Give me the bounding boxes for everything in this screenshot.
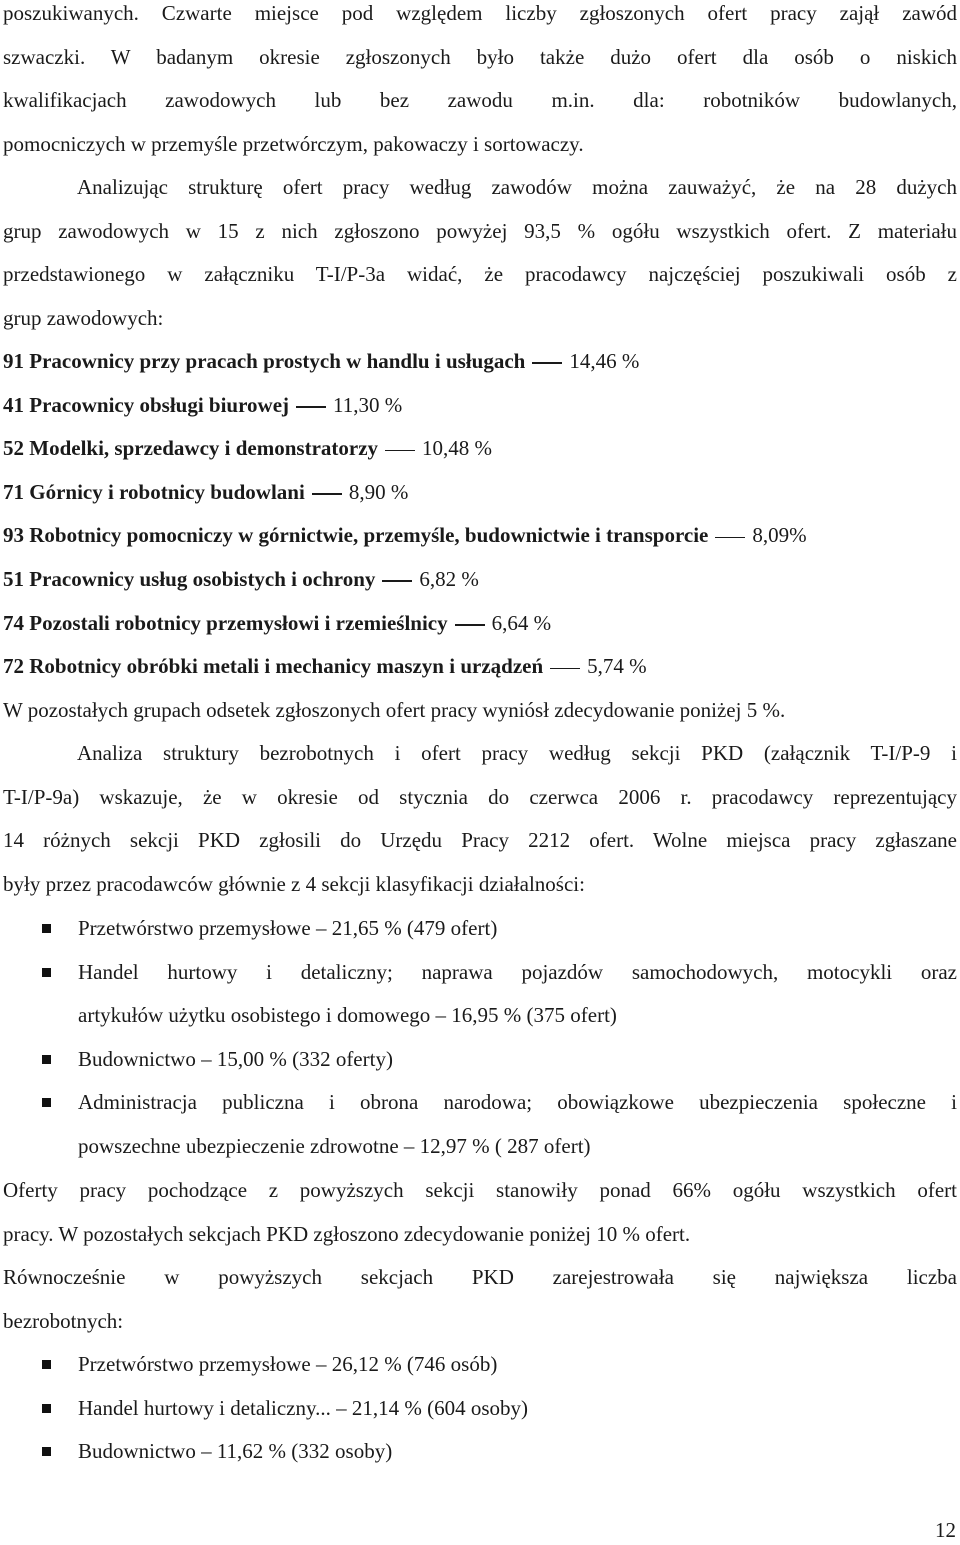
paragraph-line: Analiza struktury bezrobotnych i ofert pracy według sekcji PKD (załącznik T-I/P-9 i [77, 741, 957, 765]
paragraph-line: były przez pracodawców głównie z 4 sekcji klasyfikacji działalności: [3, 871, 585, 896]
occupation-group-item [3, 602, 957, 646]
paragraph-line: przedstawionego w załączniku T-I/P-3a widać, że pracodawcy najczęściej poszukiwali osób z [3, 262, 957, 287]
occupation-group-value: 10,48 % [422, 436, 493, 461]
occupation-group-item [3, 514, 957, 558]
offers-summary [3, 1169, 957, 1256]
occupation-group-list [3, 340, 957, 732]
intro-paragraph [3, 0, 957, 166]
occupation-group-item [3, 427, 957, 471]
square-bullet-icon [42, 1098, 51, 1107]
occupation-group-value: 14,46 % [569, 349, 640, 373]
occupation-group-value: 8,09% [752, 523, 807, 548]
square-bullet-icon [42, 968, 51, 977]
paragraph-line: T-I/P-9a) wskazuje, że w okresie od stycznia do czerwca 2006 r. pracodawcy reprezentujący [3, 784, 957, 809]
occupation-group-value: 5,74 % [587, 654, 647, 679]
occupation-group-label: 91 Pracownicy przy pracach prostych w handlu i usługach [3, 349, 526, 373]
paragraph-line: pracy. W pozostałych sekcjach PKD zgłoszono zdecydowanie poniżej 10 % ofert. [3, 1221, 691, 1246]
bullet-line: Przetwórstwo przemysłowe – 26,12 % (746 osób) [78, 1352, 498, 1376]
paragraph-line: Równocześnie w powyższych sekcjach PKD zarejestrowała się największa liczba [3, 1265, 957, 1289]
occupation-group-item [3, 471, 957, 515]
square-bullet-icon [42, 1447, 51, 1456]
unemployed-section-item [3, 1387, 957, 1431]
paragraph-line: grup zawodowych w 15 z nich zgłoszono powyżej 93,5 % ogółu wszystkich ofert. Z materiału [3, 218, 957, 243]
occupation-group-label: 93 Robotnicy pomocniczy w górnictwie, przemyśle, budownictwie i transporcie [3, 523, 709, 548]
occupation-group-label: 74 Pozostali robotnicy przemysłowi i rzemieślnicy [3, 610, 448, 635]
bullet-line: Handel hurtowy i detaliczny... – 21,14 % (604 osoby) [78, 1395, 529, 1420]
occupation-group-item [3, 645, 957, 689]
pkd-paragraph [3, 732, 957, 906]
unemployed-intro [3, 1256, 957, 1343]
paragraph-line: szwaczki. W badanym okresie zgłoszonych było także dużo ofert dla osób o niskich [3, 44, 957, 69]
dash-separator [296, 406, 326, 408]
paragraph-line: Oferty pracy pochodzące z powyższych sekcji stanowiły ponad 66% ogółu wszystkich ofert [3, 1178, 957, 1202]
dash-separator [455, 624, 485, 626]
dash-separator [715, 537, 745, 539]
pkd-section-item [3, 1038, 957, 1082]
pkd-section-item [3, 951, 957, 1038]
bullet-line: artykułów użytku osobistego i domowego – 16,95 % (375 ofert) [78, 1003, 617, 1028]
page-number: 12 [935, 1518, 956, 1542]
occupation-group-label: 72 Robotnicy obróbki metali i mechanicy maszyn i urządzeń [3, 654, 544, 679]
pkd-section-item [3, 907, 957, 951]
occupation-group-value: 8,90 % [348, 479, 409, 504]
unemployed-section-list [3, 1343, 957, 1474]
bullet-line: Budownictwo – 15,00 % (332 oferty) [78, 1046, 393, 1071]
bullet-line: powszechne ubezpieczenie zdrowotne – 12,97 % ( 287 ofert) [78, 1133, 591, 1158]
occupation-group-item [3, 384, 957, 428]
unemployed-section-item [3, 1430, 957, 1474]
occupation-group-item [3, 340, 957, 384]
paragraph-line: 14 różnych sekcji PKD zgłosili do Urzędu Pracy 2212 ofert. Wolne miejsca pracy zgłaszane [3, 828, 957, 853]
occupation-group-label: 52 Modelki, sprzedawcy i demonstratorzy [3, 436, 379, 461]
dash-separator [382, 580, 412, 582]
analysis-paragraph [3, 166, 957, 340]
paragraph-line: pomocniczych w przemyśle przetwórczym, pakowaczy i sortowaczy. [3, 131, 584, 156]
occupation-group-value: 6,64 % [491, 610, 552, 635]
occupation-group-label: 51 Pracownicy usług osobistych i ochrony [3, 566, 376, 591]
square-bullet-icon [42, 1360, 51, 1369]
dash-separator [312, 493, 342, 495]
bullet-line: Administracja publiczna i obrona narodowa; obowiązkowe ubezpieczenia społeczne i [78, 1090, 957, 1115]
paragraph-line: bezrobotnych: [3, 1308, 124, 1333]
paragraph-line: poszukiwanych. Czwarte miejsce pod względem liczby zgłoszonych ofert pracy zajął zawód [3, 1, 957, 25]
paragraph-line: Analizując strukturę ofert pracy według zawodów można zauważyć, że na 28 dużych [77, 175, 957, 199]
square-bullet-icon [42, 924, 51, 933]
occupation-group-label: 41 Pracownicy obsługi biurowej [3, 392, 290, 417]
unemployed-section-item [3, 1343, 957, 1387]
square-bullet-icon [42, 1404, 51, 1413]
bullet-line: Przetwórstwo przemysłowe – 21,65 % (479 ofert) [78, 916, 498, 940]
bullet-line: Handel hurtowy i detaliczny; naprawa pojazdów samochodowych, motocykli oraz [78, 959, 957, 984]
dash-separator [532, 362, 562, 364]
remaining-groups-text: W pozostałych grupach odsetek zgłoszonych ofert pracy wyniósł zdecydowanie poniżej 5 %. [3, 697, 786, 722]
pkd-section-list [3, 907, 957, 1169]
square-bullet-icon [42, 1055, 51, 1064]
occupation-group-item [3, 558, 957, 602]
paragraph-line: kwalifikacjach zawodowych lub bez zawodu m.in. dla: robotników budowlanych, [3, 88, 957, 113]
pkd-section-item [3, 1081, 957, 1168]
bullet-line: Budownictwo – 11,62 % (332 osoby) [78, 1439, 393, 1464]
paragraph-line: grup zawodowych: [3, 305, 164, 330]
dash-separator [550, 668, 580, 670]
occupation-group-value: 11,30 % [333, 392, 403, 417]
dash-separator [385, 450, 415, 452]
occupation-group-value: 6,82 % [419, 566, 479, 591]
occupation-group-label: 71 Górnicy i robotnicy budowlani [3, 479, 305, 504]
